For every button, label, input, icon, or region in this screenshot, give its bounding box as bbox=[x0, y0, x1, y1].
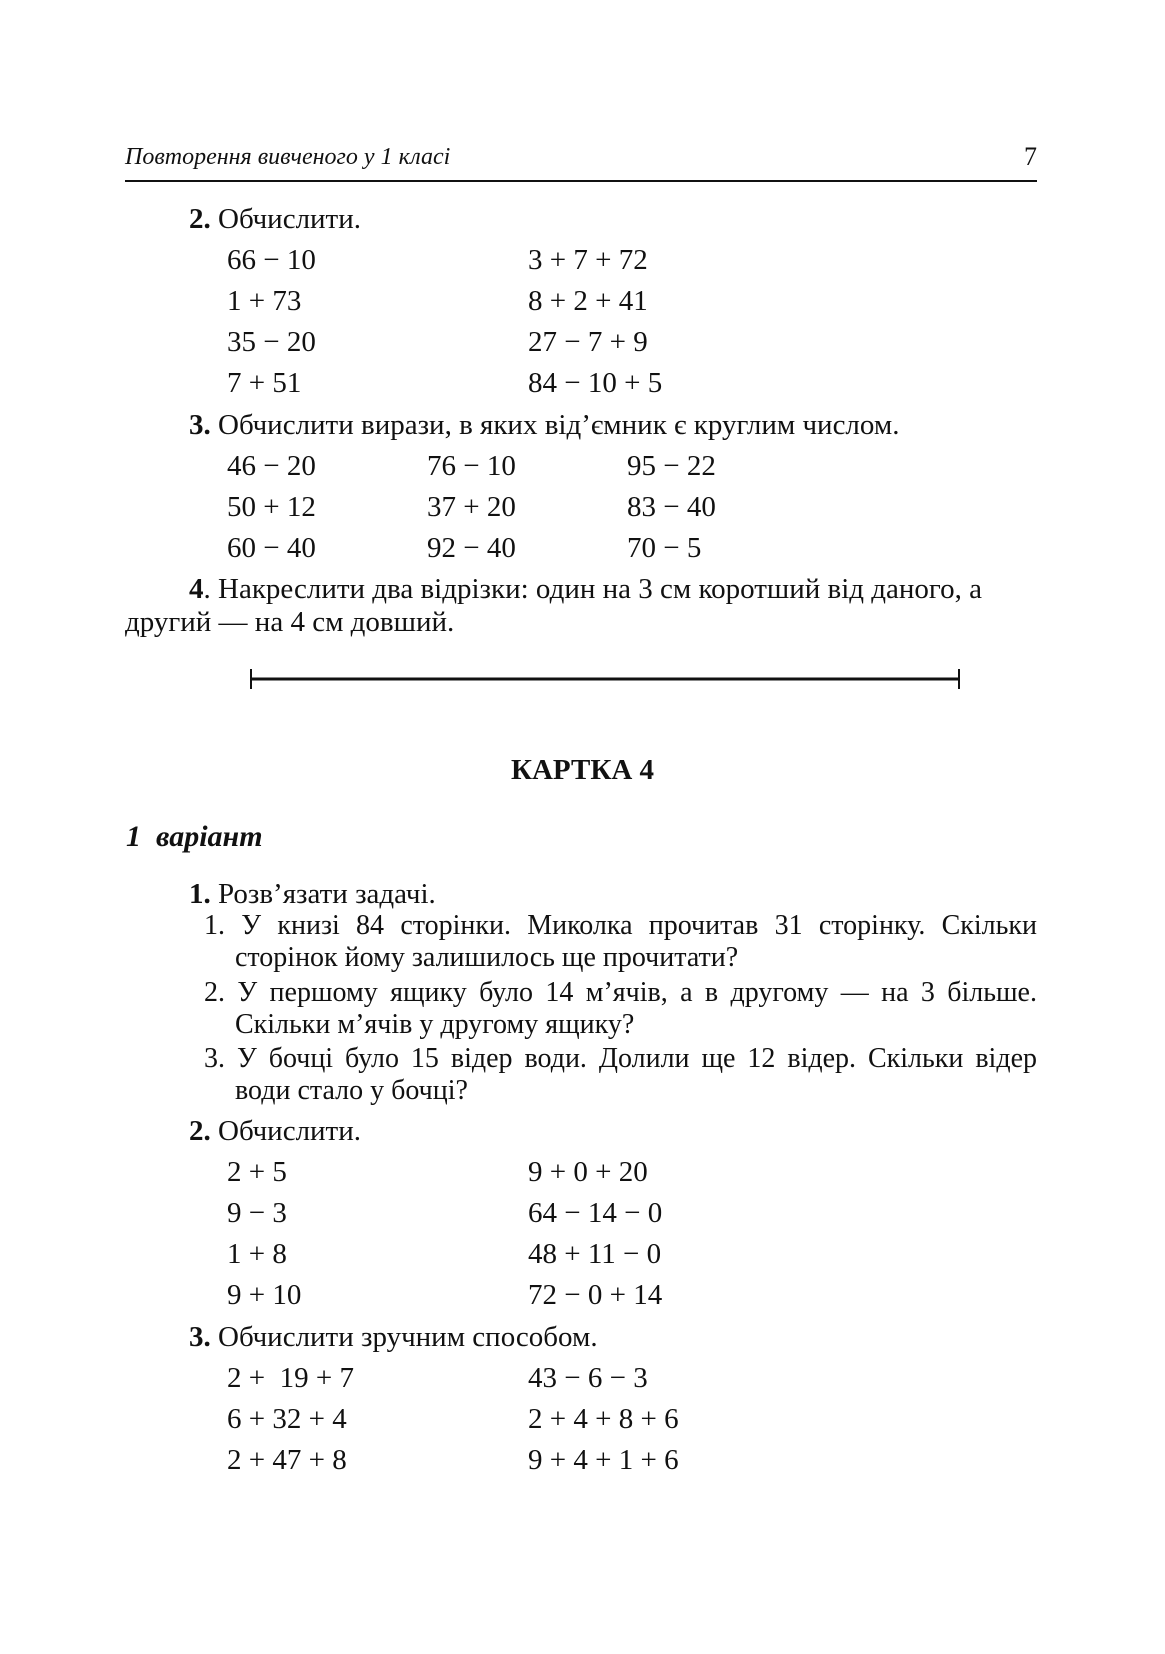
task-text: Обчислити. bbox=[218, 203, 362, 235]
expression: 2 + 47 + 8 bbox=[227, 1444, 347, 1476]
expression: 1 + 8 bbox=[227, 1238, 287, 1270]
header-rule bbox=[125, 180, 1037, 182]
word-problem-text: 3. У бочці було 15 відер води. Долили ще 12 відер. Скільки відер води стало у бочці? bbox=[204, 1043, 1037, 1106]
task-heading bbox=[189, 409, 899, 442]
card-title: КАРТКА 4 bbox=[510, 754, 655, 786]
task-paragraph bbox=[125, 573, 1037, 639]
expression: 83 − 40 bbox=[627, 491, 716, 523]
expression: 48 + 11 − 0 bbox=[528, 1238, 662, 1270]
expression: 95 − 22 bbox=[627, 450, 716, 482]
task-heading bbox=[189, 878, 436, 911]
task-text: Обчислити вирази, в яких від’ємник є круглим числом. bbox=[218, 409, 900, 441]
expression: 92 − 40 bbox=[427, 532, 516, 564]
expression: 27 − 7 + 9 bbox=[528, 326, 648, 358]
expression: 9 + 4 + 1 + 6 bbox=[528, 1444, 679, 1476]
expression: 43 − 6 − 3 bbox=[528, 1362, 648, 1394]
word-problem bbox=[153, 910, 1037, 974]
expression: 66 − 10 bbox=[227, 244, 316, 276]
task-heading bbox=[189, 1321, 598, 1354]
expression: 9 + 0 + 20 bbox=[528, 1156, 648, 1188]
variant-heading: 1 варіант bbox=[126, 820, 263, 853]
expression: 35 − 20 bbox=[227, 326, 316, 358]
expression: 6 + 32 + 4 bbox=[227, 1403, 347, 1435]
word-problem bbox=[153, 1043, 1037, 1107]
page-number: 7 bbox=[1024, 142, 1037, 171]
expression: 2 + 5 bbox=[227, 1156, 287, 1188]
expression: 76 − 10 bbox=[427, 450, 516, 482]
expression: 2 + 4 + 8 + 6 bbox=[528, 1403, 679, 1435]
running-header-title: Повторення вивченого у 1 класі bbox=[125, 144, 451, 170]
expression: 2 + 19 + 7 bbox=[227, 1362, 354, 1394]
expression: 60 − 40 bbox=[227, 532, 316, 564]
expression: 9 + 10 bbox=[227, 1279, 302, 1311]
task-heading bbox=[189, 203, 361, 236]
task-number: 3. bbox=[189, 1321, 211, 1353]
expression: 84 − 10 + 5 bbox=[528, 367, 663, 399]
expression: 46 − 20 bbox=[227, 450, 316, 482]
expression: 50 + 12 bbox=[227, 491, 316, 523]
word-problem-text: 1. У книзі 84 сторінки. Миколка прочитав 31 сторінку. Скільки сторінок йому залишилось ще прочитати? bbox=[204, 910, 1037, 973]
expression: 1 + 73 bbox=[227, 285, 302, 317]
expression: 3 + 7 + 72 bbox=[528, 244, 648, 276]
task-number: 3. bbox=[189, 409, 211, 441]
task-number: 4 bbox=[189, 573, 204, 605]
expression: 72 − 0 + 14 bbox=[528, 1279, 663, 1311]
expression: 9 − 3 bbox=[227, 1197, 287, 1229]
task-text: Розв’язати задачі. bbox=[218, 878, 436, 910]
expression: 8 + 2 + 41 bbox=[528, 285, 648, 317]
word-problem-text: 2. У першому ящику було 14 м’ячів, а в другому — на 3 більше. Скільки м’ячів у другому ящику? bbox=[204, 977, 1037, 1040]
task-number: 2. bbox=[189, 203, 211, 235]
expression: 70 − 5 bbox=[627, 532, 702, 564]
expression: 64 − 14 − 0 bbox=[528, 1197, 663, 1229]
line-segment-figure bbox=[240, 667, 970, 691]
task-heading bbox=[189, 1115, 361, 1148]
word-problem bbox=[153, 977, 1037, 1041]
task-text: Обчислити зручним способом. bbox=[218, 1321, 598, 1353]
expression: 37 + 20 bbox=[427, 491, 516, 523]
task-text: . Накреслити два відрізки: один на 3 см коротший від даного, а другий — на 4 см довший. bbox=[125, 573, 982, 638]
expression: 7 + 51 bbox=[227, 367, 302, 399]
task-number: 2. bbox=[189, 1115, 211, 1147]
task-text: Обчислити. bbox=[218, 1115, 362, 1147]
task-number: 1. bbox=[189, 878, 211, 910]
